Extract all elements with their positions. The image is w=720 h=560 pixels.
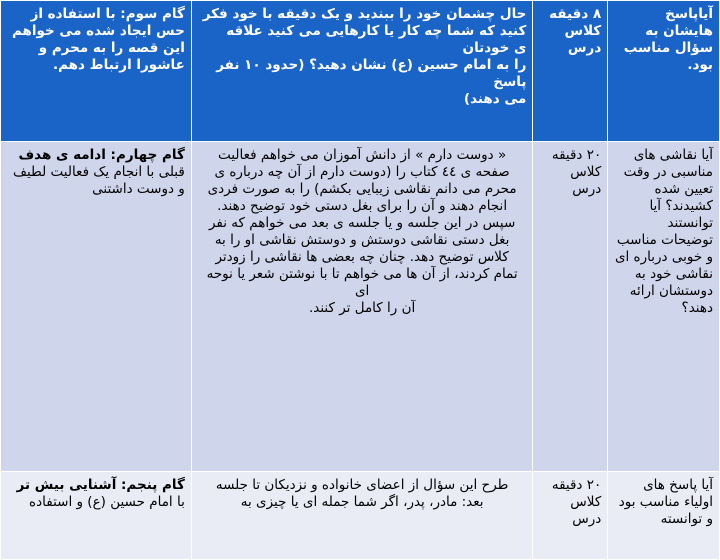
row2-time-cell bbox=[533, 472, 608, 560]
table-row bbox=[1, 472, 720, 560]
row2-time-line: درس bbox=[572, 511, 602, 527]
header-time-line: درس bbox=[567, 40, 602, 56]
row2-goal-text: با امام حسین (ع) و استفاده bbox=[29, 494, 185, 510]
row1-goal-cell bbox=[1, 142, 192, 472]
header-goal-line: گام سوم: با استفاده از حس ایجاد شده می خواهم bbox=[11, 6, 185, 39]
header-goal-cell bbox=[1, 1, 192, 142]
row1-time-line: کلاس bbox=[570, 164, 602, 180]
row1-goal-text: قبلی با انجام یک فعالیت لطیف و دوست داشتنی bbox=[12, 164, 185, 197]
row1-time-cell bbox=[533, 142, 608, 472]
row1-activity-line: بغل دستی نقاشی دوستش و دوستش نقاشی او را به bbox=[214, 232, 510, 248]
row1-activity-cell bbox=[191, 142, 533, 472]
header-activity-line: ی خودتان bbox=[462, 40, 527, 56]
row1-time-line: ۲۰ دقیقه bbox=[551, 147, 602, 163]
header-activity-cell bbox=[191, 1, 533, 142]
row1-goal-title: گام چهارم: ادامه ی هدف bbox=[18, 147, 185, 163]
header-activity-line: حال چشمان خود را ببندید و یک دقیقه با خود فکر bbox=[202, 6, 527, 22]
row2-activity-cell bbox=[191, 472, 533, 560]
row1-activity-line: آن را کامل تر کنند. bbox=[308, 300, 416, 316]
row1-evaluation-cell bbox=[608, 142, 720, 472]
header-time-line: ۸ دقیقه bbox=[549, 6, 602, 22]
row2-goal-title: گام پنجم: آشنایی بیش تر bbox=[16, 477, 185, 493]
header-activity-line: می دهند) bbox=[463, 91, 527, 107]
row1-activity-line: انجام دهند و آن را برای بغل دستی خود توضیح دهند. bbox=[217, 198, 508, 214]
row1-activity-line: « دوست دارم » از دانش آموزان می خواهم فعالیت bbox=[218, 147, 507, 163]
row1-activity-line: سپس در این جلسه و یا جلسه ی بعد می خواهم که نفر bbox=[208, 215, 516, 231]
header-time-cell bbox=[533, 1, 608, 142]
header-activity-line: کنید که شما چه کار یا کارهایی می کنید علاقه bbox=[226, 23, 527, 39]
row2-goal-cell bbox=[1, 472, 192, 560]
row2-activity-line: بعد: مادر، پدر، اگر شما جمله ای یا چیزی به bbox=[240, 494, 484, 510]
header-activity-line: پاسخ bbox=[493, 74, 527, 90]
row1-time-line: درس bbox=[572, 181, 602, 197]
row2-evaluation-cell bbox=[608, 472, 720, 560]
header-goal-line: این قصه را به محرم و عاشورا ارتباط دهم. bbox=[38, 40, 185, 73]
header-time-line: کلاس bbox=[564, 23, 602, 39]
header-evaluation-cell bbox=[608, 1, 720, 142]
row1-activity-line: محرم می دانم نقاشی زیبایی بکشم) را به صورت فردی bbox=[207, 181, 517, 197]
row2-time-line: کلاس bbox=[570, 494, 602, 510]
row2-activity-line: طرح این سؤال از اعضای خانواده و نزدیکان تا جلسه bbox=[215, 477, 509, 493]
header-evaluation-text: آیاپاسخ هایشان به سؤال مناسب بود. bbox=[623, 6, 713, 73]
header-activity-line: را به امام حسین (ع) نشان دهید؟ (حدود ۱۰ نفر bbox=[216, 57, 527, 73]
row2-time-line: ۲۰ دقیقه bbox=[551, 477, 602, 493]
table-row bbox=[1, 142, 720, 472]
row2-evaluation-text: آیا پاسخ های اولیاء مناسب بود و توانسته bbox=[618, 477, 713, 527]
table-row bbox=[1, 1, 720, 142]
row1-activity-line: کلاس توضیح دهد. چنان چه بعضی ها نقاشی را زودتر bbox=[215, 249, 509, 265]
row1-evaluation-text: آیا نقاشی های مناسبی در وقت تعیین شده کشیدند؟ آیا توانستند توضیحات مناسب و خوبی درباره ای نقاشی خود به دوستشان ارائه دهند؟ bbox=[614, 147, 713, 316]
row1-activity-line: صفحه ی ٤٤ کتاب را (دوست دارم از آن چه درباره ی bbox=[214, 164, 510, 180]
row1-activity-line: تمام کردند، از آن ها می خواهم تا با نوشتن شعر یا نوحه ای bbox=[206, 266, 518, 299]
